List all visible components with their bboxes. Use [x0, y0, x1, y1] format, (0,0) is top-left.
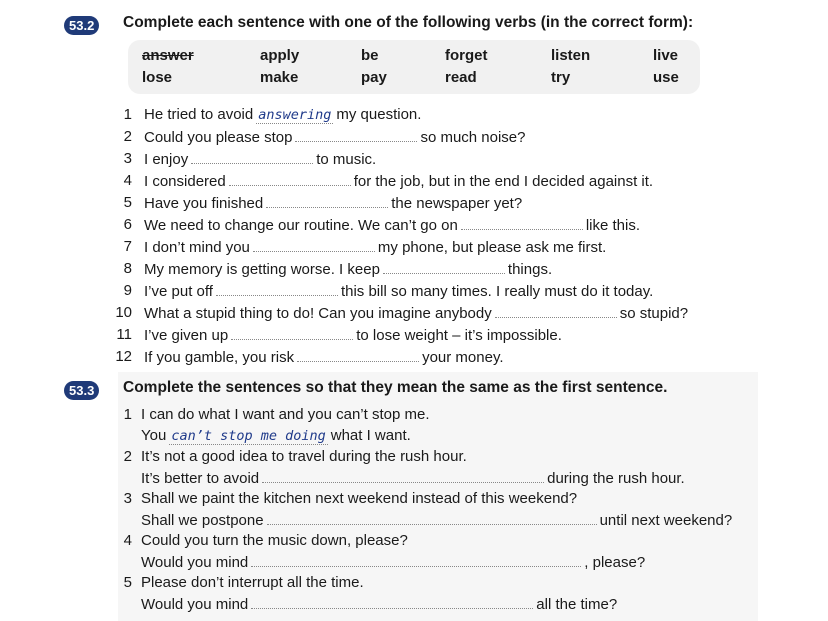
verb-word: pay: [361, 69, 387, 86]
exercise-instruction: Complete the sentences so that they mean the same as the first sentence.: [123, 379, 668, 396]
answer-blank[interactable]: [262, 469, 544, 483]
verb-word: forget: [445, 47, 488, 64]
answer-blank[interactable]: [266, 194, 388, 208]
exercise-number-badge: 53.2: [64, 16, 99, 35]
sentence: I considered for the job, but in the end I decided against it.: [144, 173, 654, 190]
answer-blank[interactable]: [295, 128, 417, 142]
item-number: 6: [123, 216, 132, 233]
sentence: Could you please stop so much noise?: [144, 129, 526, 146]
item-number: 9: [123, 282, 132, 299]
rewrite-sentence: It’s better to avoid during the rush hour.: [141, 470, 685, 487]
rewrite-sentence: Would you mind all the time?: [141, 596, 618, 613]
item-number: 8: [123, 260, 132, 277]
original-sentence: Please don’t interrupt all the time.: [141, 574, 364, 591]
verb-list-box: [128, 40, 700, 94]
answer-blank[interactable]: [251, 553, 581, 567]
original-sentence: It’s not a good idea to travel during the rush hour.: [141, 448, 467, 465]
item-number: 5: [123, 574, 132, 591]
answer-blank[interactable]: [297, 348, 419, 362]
original-sentence: Shall we paint the kitchen next weekend instead of this weekend?: [141, 490, 578, 507]
example-answer: answering: [258, 107, 332, 123]
sentence: My memory is getting worse. I keep things.: [144, 261, 553, 278]
verb-word: read: [445, 69, 477, 86]
example-answer: can’t stop me doing: [171, 428, 326, 444]
sentence: Have you finished the newspaper yet?: [144, 195, 523, 212]
answer-blank[interactable]: [229, 172, 351, 186]
answer-blank[interactable]: [461, 216, 583, 230]
answer-blank[interactable]: [231, 326, 353, 340]
answer-blank[interactable]: [495, 304, 617, 318]
answer-blank[interactable]: [267, 511, 597, 525]
original-sentence: Could you turn the music down, please?: [141, 532, 408, 549]
verb-word: lose: [142, 69, 173, 86]
item-number: 2: [123, 128, 132, 145]
verb-word: be: [361, 47, 379, 64]
verb-word: make: [260, 69, 299, 86]
sentence: I enjoy to music.: [144, 151, 377, 168]
verb-word: try: [551, 69, 571, 86]
item-number: 1: [123, 106, 132, 123]
verb-word: listen: [551, 47, 591, 64]
answer-blank[interactable]: [191, 150, 313, 164]
sentence: He tried to avoid answering my question.: [144, 106, 422, 123]
answer-blank[interactable]: [251, 595, 533, 609]
sentence: We need to change our routine. We can’t go on like this.: [144, 217, 641, 234]
sentence: I don’t mind you my phone, but please ask me first.: [144, 239, 607, 256]
verb-word: live: [653, 47, 679, 64]
rewrite-sentence: You can’t stop me doing what I want.: [141, 427, 411, 444]
item-number: 10: [115, 304, 132, 321]
original-sentence: I can do what I want and you can’t stop me.: [141, 406, 430, 423]
sentence: If you gamble, you risk your money.: [144, 349, 504, 366]
item-number: 4: [123, 172, 132, 189]
item-number: 5: [123, 194, 132, 211]
answer-blank[interactable]: [383, 260, 505, 274]
item-number: 3: [123, 150, 132, 167]
item-number: 2: [123, 448, 132, 465]
answer-blank[interactable]: [253, 238, 375, 252]
answer-blank[interactable]: [216, 282, 338, 296]
verb-word: apply: [260, 47, 300, 64]
sentence: I’ve given up to lose weight – it’s impossible.: [144, 327, 562, 344]
rewrite-sentence: Shall we postpone until next weekend?: [141, 512, 733, 529]
item-number: 3: [123, 490, 132, 507]
item-number: 1: [123, 406, 132, 423]
item-number: 4: [123, 532, 132, 549]
item-number: 11: [116, 326, 132, 343]
exercise-instruction: Complete each sentence with one of the following verbs (in the correct form):: [123, 14, 694, 31]
exercise-number-badge: 53.3: [64, 381, 99, 400]
item-number: 7: [123, 238, 132, 255]
item-number: 12: [115, 348, 132, 365]
sentence: I’ve put off this bill so many times. I really must do it today.: [144, 283, 654, 300]
sentence: What a stupid thing to do! Can you imagine anybody so stupid?: [144, 305, 689, 322]
verb-word: answer: [142, 47, 194, 64]
rewrite-sentence: Would you mind , please?: [141, 554, 646, 571]
verb-word: use: [653, 69, 679, 86]
